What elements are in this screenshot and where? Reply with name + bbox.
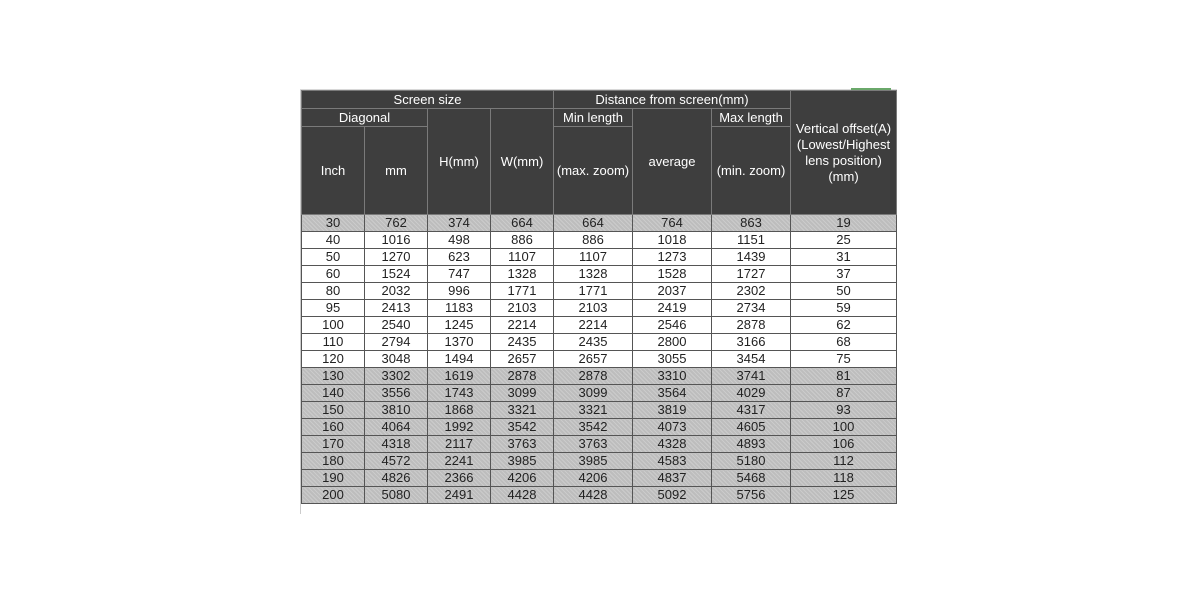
cell-min-length: 3542: [554, 419, 633, 436]
table-row: [302, 487, 897, 504]
cell-diagonal-mm: 5080: [365, 487, 428, 504]
cell-h-mm: 498: [428, 232, 491, 249]
cell-h-mm: 1868: [428, 402, 491, 419]
cell-inch: 95: [302, 300, 365, 317]
cell-min-length: 2657: [554, 351, 633, 368]
cell-inch: 120: [302, 351, 365, 368]
header-min-length: Min length: [554, 109, 633, 127]
cell-min-length: 3763: [554, 436, 633, 453]
cell-vertical-offset: 125: [791, 487, 897, 504]
cell-max-length: 4317: [712, 402, 791, 419]
cell-min-length: 1771: [554, 283, 633, 300]
cell-h-mm: 996: [428, 283, 491, 300]
cell-w-mm: 2878: [491, 368, 554, 385]
header-distance-from-screen: Distance from screen(mm): [554, 91, 791, 109]
cell-h-mm: 374: [428, 215, 491, 232]
table-row: [302, 419, 897, 436]
cell-diagonal-mm: 1270: [365, 249, 428, 266]
header-min-zoom: (min. zoom): [712, 127, 791, 215]
cell-average: 4073: [633, 419, 712, 436]
cell-min-length: 2103: [554, 300, 633, 317]
table-row: [302, 317, 897, 334]
cell-vertical-offset: 62: [791, 317, 897, 334]
cell-vertical-offset: 106: [791, 436, 897, 453]
cell-average: 3055: [633, 351, 712, 368]
cell-max-length: 4029: [712, 385, 791, 402]
cell-average: 4328: [633, 436, 712, 453]
cell-max-length: 2302: [712, 283, 791, 300]
cell-h-mm: 1183: [428, 300, 491, 317]
cell-average: 4837: [633, 470, 712, 487]
cell-average: 3819: [633, 402, 712, 419]
cell-min-length: 2214: [554, 317, 633, 334]
cell-diagonal-mm: 3556: [365, 385, 428, 402]
cell-max-length: 4893: [712, 436, 791, 453]
cell-h-mm: 1619: [428, 368, 491, 385]
cell-inch: 160: [302, 419, 365, 436]
cell-h-mm: 1245: [428, 317, 491, 334]
projection-distance-table: [301, 90, 897, 504]
header-diagonal: Diagonal: [302, 109, 428, 127]
cell-inch: 140: [302, 385, 365, 402]
cell-average: 2800: [633, 334, 712, 351]
cell-min-length: 2435: [554, 334, 633, 351]
cell-inch: 30: [302, 215, 365, 232]
cell-w-mm: 2214: [491, 317, 554, 334]
cell-max-length: 863: [712, 215, 791, 232]
cell-w-mm: 2435: [491, 334, 554, 351]
cell-diagonal-mm: 4318: [365, 436, 428, 453]
cell-max-length: 1151: [712, 232, 791, 249]
cell-max-length: 3166: [712, 334, 791, 351]
cell-min-length: 886: [554, 232, 633, 249]
cell-w-mm: 4206: [491, 470, 554, 487]
cell-diagonal-mm: 4572: [365, 453, 428, 470]
table-row: [302, 402, 897, 419]
cell-min-length: 4428: [554, 487, 633, 504]
cell-inch: 60: [302, 266, 365, 283]
cell-inch: 40: [302, 232, 365, 249]
cell-vertical-offset: 31: [791, 249, 897, 266]
table-body: [302, 215, 897, 504]
cell-average: 1273: [633, 249, 712, 266]
cell-vertical-offset: 19: [791, 215, 897, 232]
cell-min-length: 1328: [554, 266, 633, 283]
cell-average: 2037: [633, 283, 712, 300]
cell-max-length: 5180: [712, 453, 791, 470]
cell-inch: 190: [302, 470, 365, 487]
cell-max-length: 4605: [712, 419, 791, 436]
cell-w-mm: 2103: [491, 300, 554, 317]
cell-average: 2419: [633, 300, 712, 317]
cell-min-length: 664: [554, 215, 633, 232]
cell-diagonal-mm: 2413: [365, 300, 428, 317]
table-row: [302, 232, 897, 249]
cell-min-length: 4206: [554, 470, 633, 487]
cell-w-mm: 3542: [491, 419, 554, 436]
cell-inch: 130: [302, 368, 365, 385]
cell-diagonal-mm: 2794: [365, 334, 428, 351]
table-row: [302, 334, 897, 351]
table-row: [302, 266, 897, 283]
cell-diagonal-mm: 1524: [365, 266, 428, 283]
cell-inch: 200: [302, 487, 365, 504]
table-row: [302, 215, 897, 232]
cell-w-mm: 1328: [491, 266, 554, 283]
cell-inch: 50: [302, 249, 365, 266]
cell-w-mm: 3321: [491, 402, 554, 419]
table-row: [302, 385, 897, 402]
cell-vertical-offset: 75: [791, 351, 897, 368]
table-row: [302, 436, 897, 453]
cell-average: 2546: [633, 317, 712, 334]
cell-diagonal-mm: 3810: [365, 402, 428, 419]
cell-vertical-offset: 118: [791, 470, 897, 487]
header-vertical-offset: Vertical offset(A) (Lowest/Highest lens position) (mm): [791, 91, 897, 215]
cell-inch: 150: [302, 402, 365, 419]
cell-h-mm: 2366: [428, 470, 491, 487]
cell-max-length: 3741: [712, 368, 791, 385]
table-row: [302, 470, 897, 487]
table-row: [302, 351, 897, 368]
cell-average: 764: [633, 215, 712, 232]
cell-diagonal-mm: 3048: [365, 351, 428, 368]
cell-h-mm: 2491: [428, 487, 491, 504]
header-mm: mm: [365, 127, 428, 215]
cell-vertical-offset: 100: [791, 419, 897, 436]
table-row: [302, 368, 897, 385]
cell-w-mm: 2657: [491, 351, 554, 368]
cell-max-length: 1439: [712, 249, 791, 266]
cell-min-length: 3099: [554, 385, 633, 402]
cell-vertical-offset: 93: [791, 402, 897, 419]
cell-h-mm: 2117: [428, 436, 491, 453]
cell-max-length: 5468: [712, 470, 791, 487]
cell-average: 5092: [633, 487, 712, 504]
cell-min-length: 3321: [554, 402, 633, 419]
cell-max-length: 5756: [712, 487, 791, 504]
header-average: average: [633, 109, 712, 215]
cell-w-mm: 1771: [491, 283, 554, 300]
table-row: [302, 249, 897, 266]
cell-average: 3310: [633, 368, 712, 385]
header-w-mm: W(mm): [491, 109, 554, 215]
cell-w-mm: 664: [491, 215, 554, 232]
cell-w-mm: 1107: [491, 249, 554, 266]
cell-inch: 170: [302, 436, 365, 453]
cell-h-mm: 623: [428, 249, 491, 266]
cell-h-mm: 2241: [428, 453, 491, 470]
cell-vertical-offset: 68: [791, 334, 897, 351]
header-max-zoom: (max. zoom): [554, 127, 633, 215]
header-h-mm: H(mm): [428, 109, 491, 215]
cell-vertical-offset: 59: [791, 300, 897, 317]
cell-max-length: 3454: [712, 351, 791, 368]
cell-h-mm: 1494: [428, 351, 491, 368]
table-row: [302, 300, 897, 317]
cell-average: 3564: [633, 385, 712, 402]
cell-h-mm: 1370: [428, 334, 491, 351]
cell-vertical-offset: 81: [791, 368, 897, 385]
cell-w-mm: 3099: [491, 385, 554, 402]
cell-h-mm: 1743: [428, 385, 491, 402]
cell-max-length: 1727: [712, 266, 791, 283]
cell-diagonal-mm: 2540: [365, 317, 428, 334]
cell-max-length: 2734: [712, 300, 791, 317]
table-row: [302, 453, 897, 470]
cell-min-length: 1107: [554, 249, 633, 266]
header-screen-size: Screen size: [302, 91, 554, 109]
cell-vertical-offset: 25: [791, 232, 897, 249]
cell-max-length: 2878: [712, 317, 791, 334]
cell-vertical-offset: 87: [791, 385, 897, 402]
header-inch: Inch: [302, 127, 365, 215]
cell-w-mm: 3985: [491, 453, 554, 470]
cell-diagonal-mm: 762: [365, 215, 428, 232]
header-max-length: Max length: [712, 109, 791, 127]
cell-vertical-offset: 50: [791, 283, 897, 300]
cell-diagonal-mm: 2032: [365, 283, 428, 300]
cell-vertical-offset: 112: [791, 453, 897, 470]
cell-w-mm: 3763: [491, 436, 554, 453]
cell-diagonal-mm: 3302: [365, 368, 428, 385]
cell-h-mm: 747: [428, 266, 491, 283]
cell-inch: 100: [302, 317, 365, 334]
cell-diagonal-mm: 1016: [365, 232, 428, 249]
table-row: [302, 283, 897, 300]
cell-vertical-offset: 37: [791, 266, 897, 283]
cell-diagonal-mm: 4064: [365, 419, 428, 436]
cell-diagonal-mm: 4826: [365, 470, 428, 487]
cell-average: 1018: [633, 232, 712, 249]
cell-average: 1528: [633, 266, 712, 283]
cell-w-mm: 4428: [491, 487, 554, 504]
cell-inch: 80: [302, 283, 365, 300]
cell-min-length: 3985: [554, 453, 633, 470]
cell-min-length: 2878: [554, 368, 633, 385]
cell-average: 4583: [633, 453, 712, 470]
cell-inch: 110: [302, 334, 365, 351]
cell-w-mm: 886: [491, 232, 554, 249]
cell-inch: 180: [302, 453, 365, 470]
cell-h-mm: 1992: [428, 419, 491, 436]
